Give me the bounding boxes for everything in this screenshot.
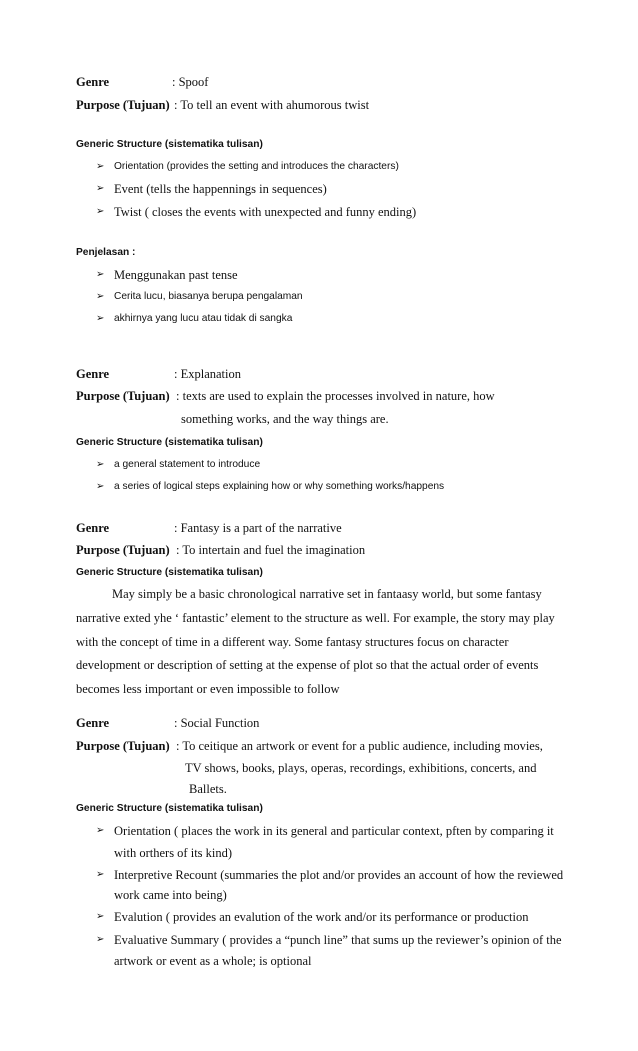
- bullet-arrow-icon: ➢: [96, 161, 105, 172]
- list-item-continuation: artwork or event as a whole; is optional: [114, 954, 312, 968]
- genre-value: : Fantasy is a part of the narrative: [174, 521, 342, 535]
- paragraph-line: development or description of setting at the expense of plot so that the actual order of events: [76, 658, 539, 672]
- purpose-value-continuation: something works, and the way things are.: [181, 412, 389, 426]
- bullet-arrow-icon: ➢: [96, 934, 105, 945]
- list-item: Twist ( closes the events with unexpected and funny ending): [114, 205, 417, 219]
- paragraph-line: becomes less important or even impossible to follow: [76, 682, 340, 696]
- purpose-label: Purpose (Tujuan): [76, 543, 170, 557]
- paragraph-line: narrative exted yhe ‘ fantastic’ element to the structure as well. For example, the story may play: [76, 611, 555, 625]
- purpose-value: : texts are used to explain the processes involved in nature, how: [176, 389, 495, 403]
- purpose-value: : To ceitique an artwork or event for a public audience, including movies,: [176, 739, 543, 753]
- purpose-value-continuation: TV shows, books, plays, operas, recordings, exhibitions, concerts, and: [185, 761, 537, 775]
- genre-label: Genre: [76, 367, 110, 381]
- purpose-label: Purpose (Tujuan): [76, 98, 170, 112]
- bullet-arrow-icon: ➢: [96, 825, 105, 836]
- bullet-arrow-icon: ➢: [96, 269, 105, 280]
- bullet-arrow-icon: ➢: [96, 911, 105, 922]
- list-item: Cerita lucu, biasanya berupa pengalaman: [114, 291, 303, 302]
- bullet-arrow-icon: ➢: [96, 291, 105, 302]
- list-item: Interpretive Recount (summaries the plot and/or provides an account of how the reviewed: [114, 868, 564, 882]
- genre-value: : Social Function: [174, 716, 260, 730]
- genre-label: Genre: [76, 521, 110, 535]
- bullet-arrow-icon: ➢: [96, 869, 105, 880]
- list-item: Evaluative Summary ( provides a “punch line” that sums up the reviewer’s opinion of the: [114, 933, 562, 947]
- purpose-label: Purpose (Tujuan): [76, 389, 170, 403]
- bullet-arrow-icon: ➢: [96, 183, 105, 194]
- list-item: Evalution ( provides an evalution of the work and/or its performance or production: [114, 910, 529, 924]
- genre-value: : Explanation: [174, 367, 241, 381]
- paragraph-line: with the concept of time in a different way. Some fantasy structures focus on character: [76, 635, 509, 649]
- structure-heading: Generic Structure (sistematika tulisan): [76, 803, 263, 814]
- list-item: Orientation ( places the work in its general and particular context, pften by comparing it: [114, 824, 554, 838]
- purpose-label: Purpose (Tujuan): [76, 739, 170, 753]
- paragraph-line: May simply be a basic chronological narrative set in fantaasy world, but some fantasy: [112, 587, 542, 601]
- bullet-arrow-icon: ➢: [96, 481, 105, 492]
- list-item-continuation: with orthers of its kind): [114, 846, 233, 860]
- penjelasan-heading: Penjelasan :: [76, 247, 136, 258]
- bullet-arrow-icon: ➢: [96, 206, 105, 217]
- list-item-continuation: work came into being): [114, 888, 227, 902]
- structure-heading: Generic Structure (sistematika tulisan): [76, 139, 263, 150]
- structure-heading: Generic Structure (sistematika tulisan): [76, 567, 263, 578]
- genre-label: Genre: [76, 75, 110, 89]
- genre-label: Genre: [76, 716, 110, 730]
- list-item: Orientation (provides the setting and introduces the characters): [114, 161, 399, 172]
- bullet-arrow-icon: ➢: [96, 313, 105, 324]
- list-item: a series of logical steps explaining how or why something works/happens: [114, 481, 445, 492]
- list-item: Menggunakan past tense: [114, 268, 238, 282]
- list-item: Event (tells the happennings in sequences): [114, 182, 327, 196]
- list-item: akhirnya yang lucu atau tidak di sangka: [114, 313, 293, 324]
- purpose-value: : To intertain and fuel the imagination: [176, 543, 366, 557]
- purpose-value: : To tell an event with ahumorous twist: [174, 98, 370, 112]
- structure-heading: Generic Structure (sistematika tulisan): [76, 437, 263, 448]
- bullet-arrow-icon: ➢: [96, 459, 105, 470]
- list-item: a general statement to introduce: [114, 459, 261, 470]
- purpose-value-continuation: Ballets.: [189, 782, 227, 796]
- genre-value: : Spoof: [172, 75, 209, 89]
